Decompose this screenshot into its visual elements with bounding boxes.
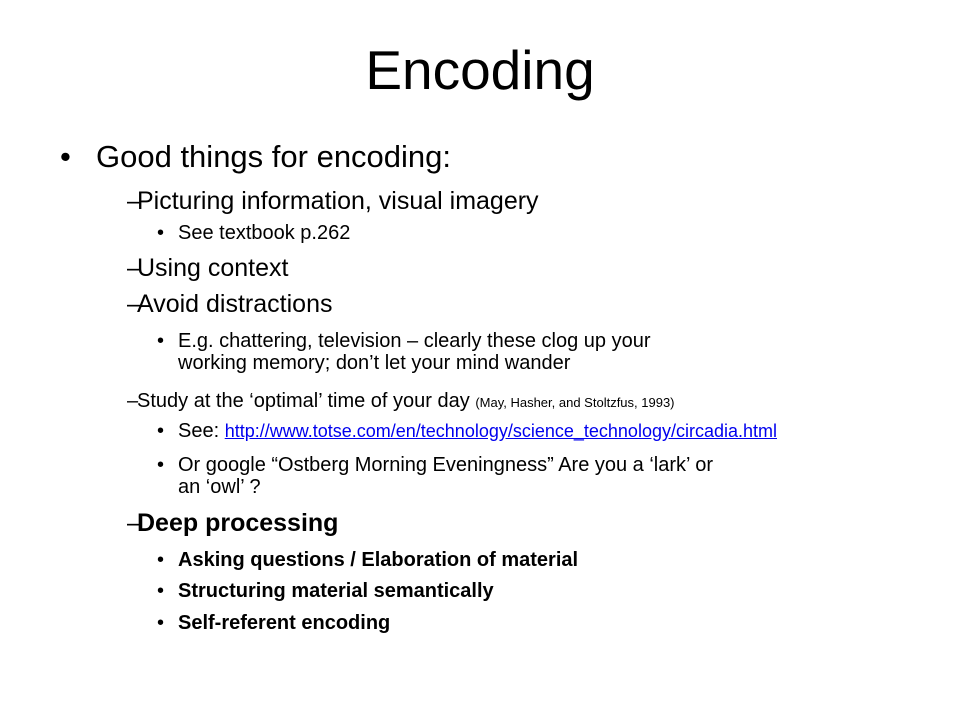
dash-marker: – <box>127 390 139 412</box>
subitem-study <box>137 390 675 414</box>
bullet-marker: • <box>157 420 165 442</box>
subitem-using-context: Using context <box>137 254 289 282</box>
subitem-asking-questions: Asking questions / Elaboration of material <box>178 549 579 571</box>
subitem-deep-processing: Deep processing <box>137 509 339 537</box>
bullet-marker: • <box>157 580 165 602</box>
bullet-good-things: Good things for encoding: <box>96 139 452 174</box>
bullet-marker: • <box>157 549 165 571</box>
dash-marker: – <box>127 290 141 318</box>
dash-marker: – <box>127 254 141 282</box>
subitem-self-referent: Self-referent encoding <box>178 612 391 634</box>
slide-title: Encoding <box>365 39 595 101</box>
subitem-structuring: Structuring material semantically <box>178 580 494 602</box>
dash-marker: – <box>127 187 141 215</box>
see-prefix: See: <box>178 420 225 442</box>
bullet-marker: • <box>157 454 165 476</box>
dash-marker: – <box>127 509 141 537</box>
bullet-marker: • <box>60 139 71 174</box>
study-main-text: Study at the ‘optimal’ time of your day <box>137 390 476 412</box>
subitem-eg-line2: working memory; don’t let your mind wander <box>178 352 571 374</box>
bullet-marker: • <box>157 222 165 244</box>
subitem-or-google-line1: Or google “Ostberg Morning Eveningness” Are you a ‘lark’ or <box>178 454 714 476</box>
bullet-marker: • <box>157 330 165 352</box>
circadia-link[interactable]: http://www.totse.com/en/technology/science_technology/circadia.html <box>224 421 777 441</box>
subitem-picturing: Picturing information, visual imagery <box>137 187 539 215</box>
bullet-marker: • <box>157 612 165 634</box>
study-citation: (May, Hasher, and Stoltzfus, 1993) <box>475 395 675 410</box>
subitem-or-google-line2: an ‘owl’ ? <box>178 476 261 498</box>
subitem-see-link <box>178 420 777 442</box>
subitem-avoid-distractions: Avoid distractions <box>137 290 333 318</box>
subitem-see-textbook: See textbook p.262 <box>178 222 351 244</box>
subitem-eg-line1: E.g. chattering, television – clearly these clog up your <box>178 330 651 352</box>
